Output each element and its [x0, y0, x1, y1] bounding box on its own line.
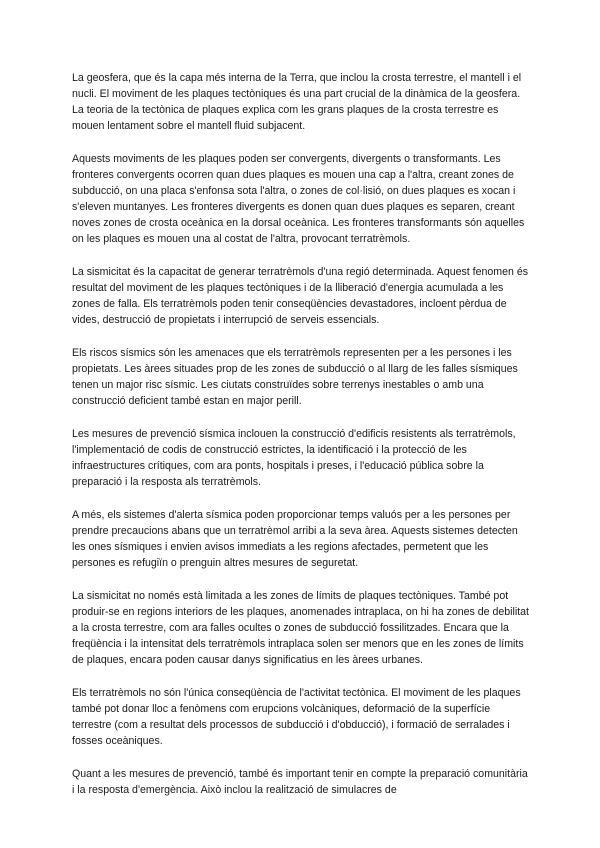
paragraph-moviments: Aquests moviments de les plaques poden ser convergents, divergents o transformants. Les fronteres convergents ocorren quan dues plaques es mouen una cap a l'altra, creant zones de subducció, on una placa s'enfonsa sota l'altra, o zones de col·lisió, on dues plaques es xocan i s'eleven muntanyes. Les fronteres divergents es donen quan dues plaques es separen, creant noves zones de crosta oceànica en la dorsal oceànica. Les fronteres transformants són aquelles on les plaques es mouen una al costat de l'altra, provocant terratrèmols. [72, 153, 525, 245]
document-body [72, 70, 532, 815]
paragraph-geosfera: La geosfera, que és la capa més interna de la Terra, que inclou la crosta terrestre, el mantell i el nucli. El moviment de les plaques tectòniques és una part crucial de la dinàmica de la geosfera. La teoria de la tectònica de plaques explica com les grans plaques de la crosta terrestre es mouen lentament sobre el mantell fluid subjacent. [72, 72, 522, 132]
paragraph-prevencio: Les mesures de prevenció sísmica inclouen la construcció d'edificis resistents als terratrèmols, l'implementació de codis de construcció estrictes, la identificació i la protecció de les infraestructures crítiques, com ara ponts, hospitals i preses, i l'educació pública sobre la preparació i la resposta als terratrèmols. [72, 428, 516, 488]
paragraph-alerta: A més, els sistemes d'alerta sísmica poden proporcionar temps valuós per a les persones per prendre precaucions abans que un terratrèmol arribi a la seva àrea. Aquests sistemes detecten les ones sísmiques i envien avisos immediats a les regions afectades, permetent que les persones es refugiïn o prenguin altres mesures de seguretat. [72, 509, 518, 569]
paragraph-activitat-tectonica: Els terratrèmols no són l'única conseqüència de l'activitat tectònica. El moviment de les plaques també pot donar lloc a fenòmens com erupcions volcàniques, deformació de la superfície terrestre (com a resultat dels processos de subducció i d'obducció), i formació de serralades i fosses oceàniques. [72, 687, 521, 747]
paragraph-riscos: Els riscos sísmics són les amenaces que els terratrèmols representen per a les persones i les propietats. Les àrees situades prop de les zones de subducció o al llarg de les falles sísmiques tenen un major risc sísmic. Les ciutats construïdes sobre terrenys inestables o amb una construcció deficient també estan en major perill. [72, 347, 518, 407]
paragraph-intraplaca: La sismicitat no només està limitada a les zones de límits de plaques tectòniques. També pot produir-se en regions interiors de les plaques, anomenades intraplaca, on hi ha zones de debilitat a la crosta terrestre, com ara falles ocultes o zones de subducció fossilitzades. Encara que la freqüència i la intensitat dels terratrèmols intraplaca solen ser menors que en les zones de límits de plaques, encara poden causar danys significatius en les àrees urbanes. [72, 590, 529, 666]
paragraph-preparacio: Quant a les mesures de prevenció, també és important tenir en compte la preparació comunitària i la resposta d'emergència. Això inclou la realització de simulacres de [72, 768, 528, 796]
paragraph-sismicitat: La sismicitat és la capacitat de generar terratrèmols d'una regió determinada. Aquest fenomen és resultat del moviment de les plaques tectòniques i de la lliberació d'energia acumulada a les zones de falla. Els terratrèmols poden tenir conseqüències devastadores, incloent pèrdua de vides, destrucció de propietats i interrupció de serveis essencials. [72, 266, 529, 326]
